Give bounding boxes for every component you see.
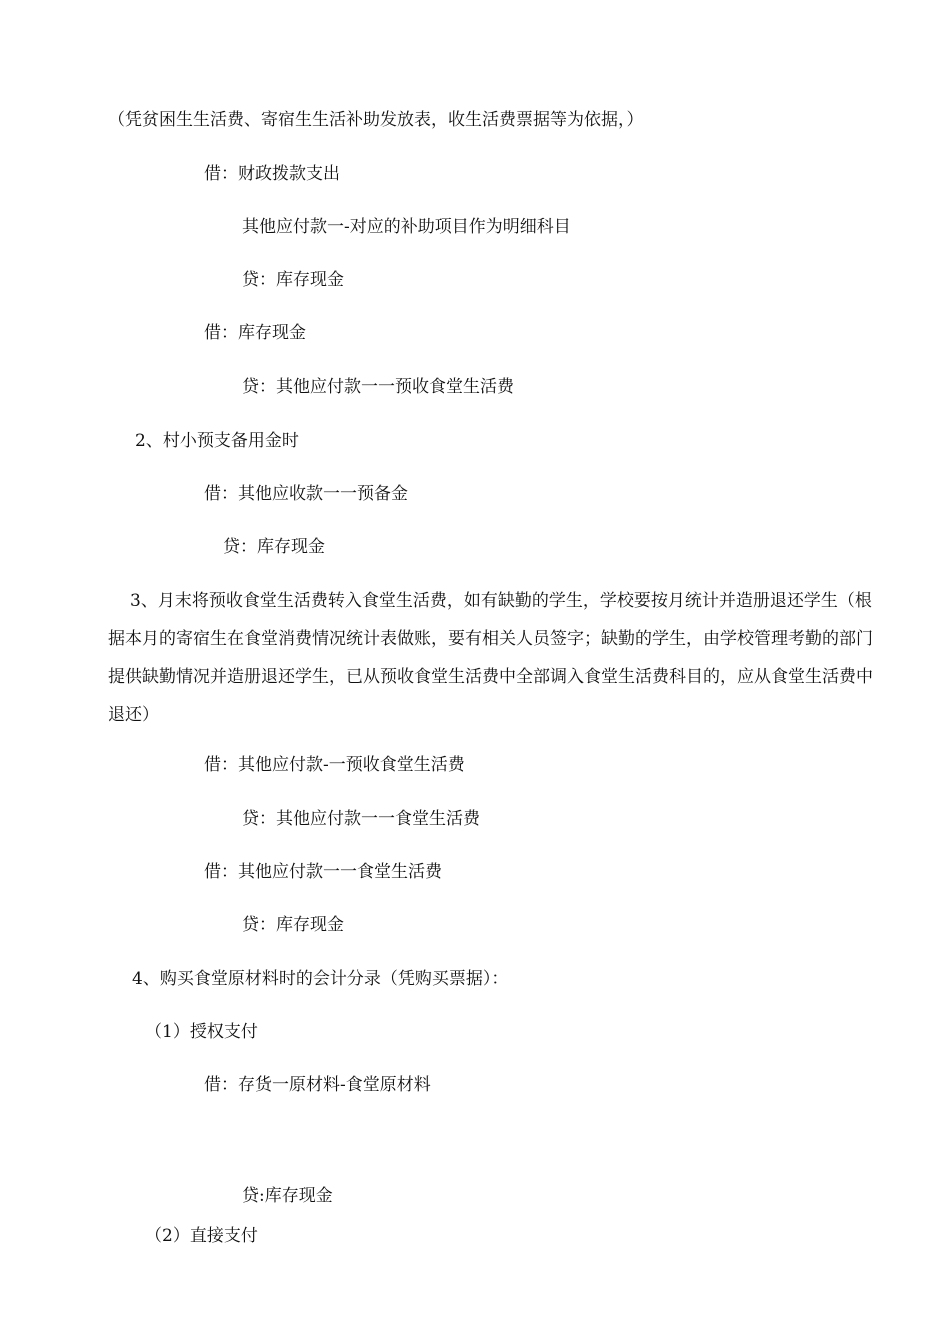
text-line-credit-cash-4: 贷:库存现金 bbox=[242, 1186, 333, 1206]
text-line-debit-inventory: 借：存货一原材料-食堂原材料 bbox=[204, 1075, 431, 1095]
subheading-authorized-payment: （1）授权支付 bbox=[145, 1022, 258, 1042]
text-line-credit-cash-3: 贷：库存现金 bbox=[242, 915, 344, 935]
section-paragraph-3 bbox=[108, 582, 878, 734]
text-line-other-payable-subsidy: 其他应付款一-对应的补助项目作为明细科目 bbox=[242, 217, 571, 237]
text-line-debit-canteen-fee: 借：其他应付款一一食堂生活费 bbox=[204, 862, 442, 882]
text-line-credit-cash-2: 贷：库存现金 bbox=[223, 537, 325, 557]
section-heading-4: 4、购买食堂原材料时的会计分录（凭购买票据）： bbox=[132, 969, 509, 989]
text-line-debit-cash: 借：库存现金 bbox=[204, 323, 306, 343]
subheading-direct-payment: （2）直接支付 bbox=[145, 1226, 258, 1246]
text-line-debit-reserve: 借：其他应收款一一预备金 bbox=[204, 484, 408, 504]
section-paragraph-3-text: 3、月末将预收食堂生活费转入食堂生活费，如有缺勤的学生，学校要按月统计并造册退还学生（根据本月的寄宿生在食堂消费情况统计表做账，要有相关人员签字；缺勤的学生，由学校管理考勤的部门提供缺勤情况并造册退还学生，已从预收食堂生活费中全部调入食堂生活费科目的，应从食堂生活费中退还） bbox=[108, 591, 873, 725]
section-heading-2: 2、村小预支备用金时 bbox=[135, 431, 299, 451]
text-line-credit-canteen-fee: 贷：其他应付款一一食堂生活费 bbox=[242, 809, 480, 829]
text-line-debit-fiscal: 借：财政拨款支出 bbox=[204, 164, 340, 184]
text-line-credit-cash: 贷：库存现金 bbox=[242, 270, 344, 290]
text-line-debit-prepaid-canteen: 借：其他应付款-一预收食堂生活费 bbox=[204, 755, 465, 775]
text-line-credit-prepaid-canteen: 贷：其他应付款一一预收食堂生活费 bbox=[242, 377, 514, 397]
text-line-basis-note: （凭贫困生生活费、寄宿生生活补助发放表，收生活费票据等为依据，） bbox=[108, 110, 644, 130]
